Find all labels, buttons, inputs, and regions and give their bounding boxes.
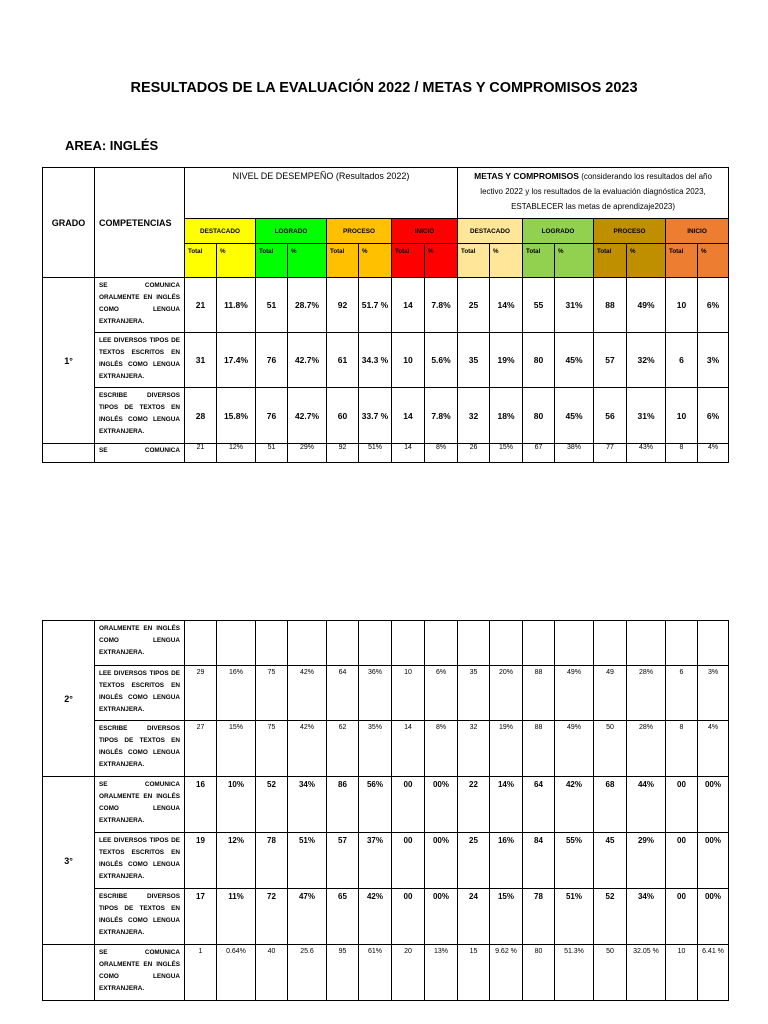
value-cell: 47%: [288, 889, 327, 945]
value-cell: 42.7%: [288, 333, 327, 388]
value-cell: 14: [392, 388, 425, 444]
results-table-1: [42, 167, 729, 463]
value-cell: 60: [327, 388, 359, 444]
value-cell: 78: [523, 889, 555, 945]
value-cell: 56%: [359, 777, 392, 833]
value-cell: 1: [185, 945, 217, 1001]
value-cell: 86: [327, 777, 359, 833]
value-cell: 6%: [698, 388, 729, 444]
value-cell: 40: [256, 945, 288, 1001]
value-cell: 31%: [627, 388, 666, 444]
value-cell: 57: [327, 833, 359, 889]
table-row: [43, 833, 729, 889]
value-cell: 78: [256, 833, 288, 889]
value-cell: 6%: [425, 666, 458, 721]
value-cell: 3%: [698, 666, 729, 721]
value-cell: 22: [458, 777, 490, 833]
sub-pct: %: [288, 244, 327, 278]
value-cell: 51%: [288, 833, 327, 889]
value-cell: 84: [523, 833, 555, 889]
logrado-2023-header: LOGRADO: [523, 219, 594, 244]
value-cell: 56: [594, 388, 627, 444]
value-cell: 6%: [698, 278, 729, 333]
value-cell: 35: [458, 666, 490, 721]
value-cell: 12%: [217, 833, 256, 889]
value-cell: [458, 621, 490, 666]
competencia-cell: SE COMUNICA ORALMENTE EN INGLÉS COMO LENGUA EXTRANJERA.: [95, 278, 185, 333]
value-cell: 34%: [288, 777, 327, 833]
value-cell: 88: [523, 666, 555, 721]
value-cell: 76: [256, 388, 288, 444]
value-cell: 51%: [555, 889, 594, 945]
value-cell: 16%: [490, 833, 523, 889]
logrado-2022-header: LOGRADO: [256, 219, 327, 244]
sub-total: Total: [666, 244, 698, 278]
value-cell: [555, 621, 594, 666]
value-cell: 17.4%: [217, 333, 256, 388]
table-row: [43, 621, 729, 666]
value-cell: 21: [185, 278, 217, 333]
table-row: [43, 388, 729, 444]
metas-header: [458, 168, 729, 219]
value-cell: 51: [256, 278, 288, 333]
value-cell: 15.8%: [217, 388, 256, 444]
value-cell: 8: [666, 444, 698, 463]
value-cell: 00: [392, 777, 425, 833]
value-cell: 00%: [425, 889, 458, 945]
value-cell: 42%: [288, 666, 327, 721]
value-cell: 10%: [217, 777, 256, 833]
value-cell: 51.7 %: [359, 278, 392, 333]
value-cell: 31: [185, 333, 217, 388]
sub-pct: %: [698, 244, 729, 278]
sub-pct: %: [627, 244, 666, 278]
value-cell: 29%: [627, 833, 666, 889]
value-cell: 33.7 %: [359, 388, 392, 444]
value-cell: [594, 621, 627, 666]
value-cell: 20%: [490, 666, 523, 721]
competencia-cell: LEE DIVERSOS TIPOS DE TEXTOS ESCRITOS EN INGLÉS COMO LENGUA EXTRANJERA.: [95, 666, 185, 721]
value-cell: 49%: [627, 278, 666, 333]
value-cell: 21: [185, 444, 217, 463]
value-cell: 35: [458, 333, 490, 388]
value-cell: 00: [666, 889, 698, 945]
value-cell: 88: [523, 721, 555, 777]
value-cell: 4%: [698, 444, 729, 463]
value-cell: 29%: [288, 444, 327, 463]
value-cell: 5.6%: [425, 333, 458, 388]
value-cell: 00: [392, 889, 425, 945]
value-cell: 43%: [627, 444, 666, 463]
value-cell: 50: [594, 721, 627, 777]
value-cell: 8: [666, 721, 698, 777]
value-cell: 31%: [555, 278, 594, 333]
competencia-cell: LEE DIVERSOS TIPOS DE TEXTOS ESCRITOS EN INGLÉS COMO LENGUA EXTRANJERA.: [95, 333, 185, 388]
value-cell: [256, 621, 288, 666]
value-cell: 92: [327, 278, 359, 333]
value-cell: 8%: [425, 444, 458, 463]
area-label: AREA: INGLÉS: [65, 138, 159, 153]
value-cell: 50: [594, 945, 627, 1001]
value-cell: 32.05 %: [627, 945, 666, 1001]
value-cell: 42.7%: [288, 388, 327, 444]
table-row: [43, 721, 729, 777]
value-cell: 32: [458, 721, 490, 777]
destacado-2023-header: DESTACADO: [458, 219, 523, 244]
value-cell: [288, 621, 327, 666]
sub-pct: %: [425, 244, 458, 278]
value-cell: [666, 621, 698, 666]
value-cell: [327, 621, 359, 666]
value-cell: 80: [523, 333, 555, 388]
table-row: [43, 777, 729, 833]
destacado-2022-header: DESTACADO: [185, 219, 256, 244]
value-cell: 51%: [359, 444, 392, 463]
value-cell: 68: [594, 777, 627, 833]
competencia-cell: ESCRIBE DIVERSOS TIPOS DE TEXTOS EN INGLÉS COMO LENGUA EXTRANJERA.: [95, 889, 185, 945]
value-cell: 14: [392, 278, 425, 333]
value-cell: 7.8%: [425, 278, 458, 333]
value-cell: 00: [666, 833, 698, 889]
value-cell: [185, 621, 217, 666]
value-cell: 19: [185, 833, 217, 889]
value-cell: 00%: [698, 833, 729, 889]
grado-cell: 1°: [43, 278, 95, 444]
sub-pct: %: [555, 244, 594, 278]
grado-cell: [43, 945, 95, 1001]
value-cell: 25: [458, 278, 490, 333]
value-cell: 26: [458, 444, 490, 463]
value-cell: 52: [594, 889, 627, 945]
value-cell: 45%: [555, 333, 594, 388]
value-cell: 10: [392, 666, 425, 721]
value-cell: 61: [327, 333, 359, 388]
sub-total: Total: [185, 244, 217, 278]
value-cell: 61%: [359, 945, 392, 1001]
table-row: [43, 278, 729, 333]
value-cell: 28%: [627, 721, 666, 777]
value-cell: 92: [327, 444, 359, 463]
competencia-cell: LEE DIVERSOS TIPOS DE TEXTOS ESCRITOS EN INGLÉS COMO LENGUA EXTRANJERA.: [95, 833, 185, 889]
competencias-header: COMPETENCIAS: [95, 168, 185, 278]
table-row: [43, 444, 729, 463]
nivel-header: NIVEL DE DESEMPEÑO (Resultados 2022): [185, 168, 458, 219]
sub-total: Total: [256, 244, 288, 278]
value-cell: 80: [523, 388, 555, 444]
competencia-cell: ESCRIBE DIVERSOS TIPOS DE TEXTOS EN INGLÉS COMO LENGUA EXTRANJERA.: [95, 721, 185, 777]
grado-cell: 3°: [43, 777, 95, 945]
value-cell: 14: [392, 444, 425, 463]
value-cell: 6: [666, 333, 698, 388]
value-cell: 75: [256, 721, 288, 777]
value-cell: 27: [185, 721, 217, 777]
value-cell: 11.8%: [217, 278, 256, 333]
proceso-2022-header: PROCESO: [327, 219, 392, 244]
value-cell: 7.8%: [425, 388, 458, 444]
value-cell: 15%: [490, 444, 523, 463]
competencia-cell: SE COMUNICA ORALMENTE EN INGLÉS COMO LENGUA EXTRANJERA.: [95, 945, 185, 1001]
value-cell: 77: [594, 444, 627, 463]
page-title: RESULTADOS DE LA EVALUACIÓN 2022 / METAS Y COMPROMISOS 2023: [130, 80, 638, 96]
value-cell: 8%: [425, 721, 458, 777]
value-cell: [698, 621, 729, 666]
value-cell: 6: [666, 666, 698, 721]
value-cell: [392, 621, 425, 666]
sub-total: Total: [458, 244, 490, 278]
value-cell: [425, 621, 458, 666]
value-cell: 32: [458, 388, 490, 444]
value-cell: 28.7%: [288, 278, 327, 333]
value-cell: 10: [666, 945, 698, 1001]
value-cell: 32%: [627, 333, 666, 388]
table-row: [43, 889, 729, 945]
value-cell: 44%: [627, 777, 666, 833]
value-cell: 00: [392, 833, 425, 889]
value-cell: 75: [256, 666, 288, 721]
value-cell: 15: [458, 945, 490, 1001]
value-cell: 10: [392, 333, 425, 388]
table-row: [43, 666, 729, 721]
value-cell: 34%: [627, 889, 666, 945]
sub-total: Total: [594, 244, 627, 278]
value-cell: 64: [327, 666, 359, 721]
value-cell: 00%: [425, 833, 458, 889]
grado-cell: [43, 444, 95, 463]
value-cell: 13%: [425, 945, 458, 1001]
inicio-2023-header: INICIO: [666, 219, 729, 244]
table-row: [43, 333, 729, 388]
value-cell: 24: [458, 889, 490, 945]
value-cell: 57: [594, 333, 627, 388]
value-cell: 9.62 %: [490, 945, 523, 1001]
value-cell: 17: [185, 889, 217, 945]
value-cell: [627, 621, 666, 666]
value-cell: 35%: [359, 721, 392, 777]
value-cell: 37%: [359, 833, 392, 889]
value-cell: 14%: [490, 777, 523, 833]
value-cell: 19%: [490, 721, 523, 777]
competencia-cell: SE COMUNICA ORALMENTE EN INGLÉS COMO LENGUA EXTRANJERA.: [95, 777, 185, 833]
value-cell: 45%: [555, 388, 594, 444]
value-cell: 15%: [490, 889, 523, 945]
value-cell: 45: [594, 833, 627, 889]
value-cell: 67: [523, 444, 555, 463]
value-cell: [490, 621, 523, 666]
sub-total: Total: [392, 244, 425, 278]
value-cell: 16: [185, 777, 217, 833]
value-cell: 49: [594, 666, 627, 721]
grado-cell: 2°: [43, 621, 95, 777]
value-cell: 00: [666, 777, 698, 833]
value-cell: 64: [523, 777, 555, 833]
competencia-cell: ORALMENTE EN INGLÉS COMO LENGUA EXTRANJERA.: [95, 621, 185, 666]
value-cell: 00%: [698, 777, 729, 833]
value-cell: 16%: [217, 666, 256, 721]
value-cell: 00%: [425, 777, 458, 833]
value-cell: 3%: [698, 333, 729, 388]
value-cell: 55: [523, 278, 555, 333]
sub-pct: %: [359, 244, 392, 278]
value-cell: 18%: [490, 388, 523, 444]
value-cell: 29: [185, 666, 217, 721]
proceso-2023-header: PROCESO: [594, 219, 666, 244]
value-cell: 11%: [217, 889, 256, 945]
value-cell: 76: [256, 333, 288, 388]
value-cell: 14: [392, 721, 425, 777]
value-cell: 42%: [359, 889, 392, 945]
grado-header: GRADO: [43, 168, 95, 278]
value-cell: 25.6: [288, 945, 327, 1001]
sub-total: Total: [523, 244, 555, 278]
metas-header-rest: (considerando los resultados del año lectivo 2022 y los resultados de la evaluación diagnóstica 2023, ESTABLECER las metas de aprendizaje2023): [480, 172, 712, 211]
value-cell: 10: [666, 388, 698, 444]
value-cell: 42%: [288, 721, 327, 777]
value-cell: 95: [327, 945, 359, 1001]
competencia-cell: SE COMUNICA: [95, 444, 185, 463]
value-cell: 80: [523, 945, 555, 1001]
competencia-cell: ESCRIBE DIVERSOS TIPOS DE TEXTOS EN INGLÉS COMO LENGUA EXTRANJERA.: [95, 388, 185, 444]
value-cell: 6.41 %: [698, 945, 729, 1001]
value-cell: 65: [327, 889, 359, 945]
value-cell: [359, 621, 392, 666]
sub-pct: %: [217, 244, 256, 278]
value-cell: 28%: [627, 666, 666, 721]
value-cell: 42%: [555, 777, 594, 833]
value-cell: 28: [185, 388, 217, 444]
results-table-2: [42, 620, 729, 1001]
value-cell: 72: [256, 889, 288, 945]
value-cell: 38%: [555, 444, 594, 463]
sub-pct: %: [490, 244, 523, 278]
value-cell: 88: [594, 278, 627, 333]
value-cell: 34.3 %: [359, 333, 392, 388]
value-cell: 20: [392, 945, 425, 1001]
value-cell: 62: [327, 721, 359, 777]
value-cell: 10: [666, 278, 698, 333]
value-cell: 0.64%: [217, 945, 256, 1001]
value-cell: 4%: [698, 721, 729, 777]
metas-header-bold: METAS Y COMPROMISOS: [474, 171, 579, 181]
value-cell: 51.3%: [555, 945, 594, 1001]
value-cell: 55%: [555, 833, 594, 889]
value-cell: [523, 621, 555, 666]
value-cell: 12%: [217, 444, 256, 463]
value-cell: 49%: [555, 721, 594, 777]
value-cell: 15%: [217, 721, 256, 777]
value-cell: [217, 621, 256, 666]
value-cell: 51: [256, 444, 288, 463]
inicio-2022-header: INICIO: [392, 219, 458, 244]
value-cell: 19%: [490, 333, 523, 388]
value-cell: 36%: [359, 666, 392, 721]
value-cell: 52: [256, 777, 288, 833]
value-cell: 49%: [555, 666, 594, 721]
value-cell: 25: [458, 833, 490, 889]
sub-total: Total: [327, 244, 359, 278]
value-cell: 00%: [698, 889, 729, 945]
value-cell: 14%: [490, 278, 523, 333]
table-row: [43, 945, 729, 1001]
